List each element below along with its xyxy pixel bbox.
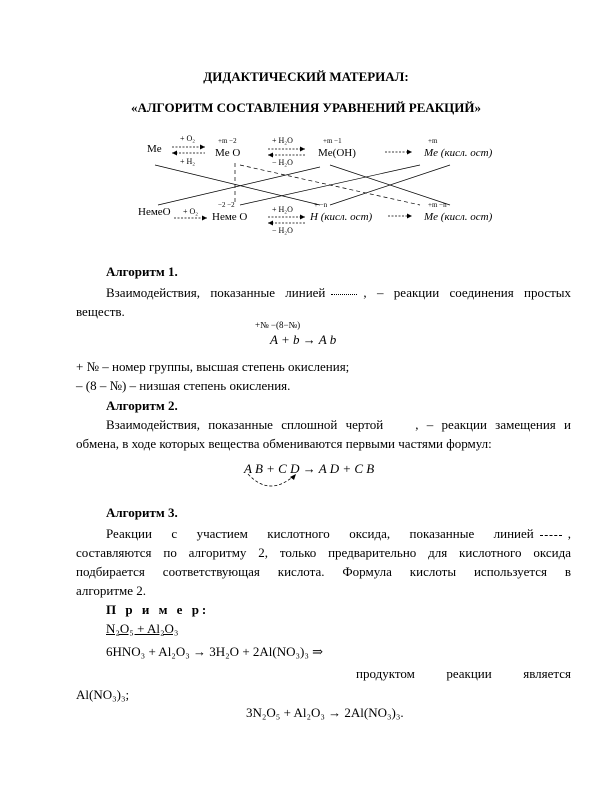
scheme-top-water-add: + H₂O	[272, 136, 293, 145]
scheme-bottom-acid: H (кисл. ост)	[310, 211, 373, 223]
algo2-text-cont: обмена, в ходе которых вещества обмениваются первыми частями формул:	[76, 436, 492, 451]
algo2-text-before: Взаимодействия, показанные сплошной чертой	[106, 417, 384, 432]
algo1-formula: A + b → A b	[270, 332, 337, 347]
scheme-me: Me	[147, 143, 162, 155]
algo1-line-b: – (8 – №) – низшая степень окисления.	[76, 378, 291, 393]
example-final-equation: 3N₂O₅ + Al₂O₃ → 2Al(NO₃)₃.	[246, 705, 404, 720]
algo1-text-before: Взаимодействия, показанные линией	[106, 285, 326, 300]
algo2-heading: Алгоритм 2.	[106, 398, 178, 413]
scheme-top-oxide-charges: +m −2	[218, 137, 237, 145]
scheme-top-salt-charges: +m	[428, 137, 438, 145]
algo2-text-after: , – реакции замещения и	[415, 417, 571, 432]
scheme-bottom-o2: + O₂	[183, 207, 199, 216]
scheme-top-salt: Me (кисл. ост)	[424, 147, 493, 159]
scheme-nonme: НемеО	[138, 206, 171, 218]
algo1-formula-charges: +№ −(8−№)	[255, 320, 301, 330]
page-subtitle: «АЛГОРИТМ СОСТАВЛЕНИЯ УРАВНЕНИЙ РЕАКЦИЙ»	[130, 100, 482, 115]
algo1-text-after: , – реакции соединения простых	[363, 285, 571, 300]
example-product-formula: Al(NO₃)₃;	[76, 687, 130, 702]
example-given: N₂O₅ + Al₂O₃	[106, 621, 179, 636]
algo3-paragraph	[76, 524, 571, 600]
example-equation: 6HNO₃ + Al₂O₃ → 3H₂O + 2Al(NO₃)₃ ⇒	[106, 644, 324, 659]
algo3-line2: составляются по алгоритму 2, только предварительно для кислотного оксида	[76, 545, 571, 560]
scheme-top-o2: + O₂	[180, 134, 196, 143]
algo1-text-cont: веществ.	[76, 304, 125, 319]
algo1-heading: Алгоритм 1.	[106, 264, 178, 279]
algo2-paragraph	[76, 415, 571, 453]
algo1-line-a: + № – номер группы, высшая степень окисления;	[76, 359, 350, 374]
example-product-line	[356, 664, 571, 683]
scheme-bottom-oxide-charges: −2 −2	[218, 201, 235, 209]
scheme-bottom-water-add: + H₂O	[272, 205, 293, 214]
algo3-line1-before: Реакции с участием кислотного оксида, показанные линией	[106, 526, 534, 541]
scheme-bottom-water-remove: − H₂O	[272, 226, 293, 235]
dashed-line-sample	[540, 535, 562, 536]
scheme-top-hydroxide-charges: +m −1	[323, 137, 342, 145]
scheme-bottom-salt-charges: +m −n	[428, 201, 447, 209]
scheme-top-water-remove: − H₂O	[272, 158, 293, 167]
dotted-line-sample	[331, 294, 357, 295]
scheme-bottom-acid-charges: + −n	[314, 201, 328, 209]
page-title: ДИДАКТИЧЕСКИЙ МАТЕРИАЛ:	[203, 69, 409, 84]
algo3-line3: подбирается соответствующая кислота. Формула кислоты используется в	[76, 564, 571, 579]
scheme-top-h2: + H₂	[180, 157, 196, 166]
algo2-formula: A B + C D → A D + C B	[244, 461, 375, 476]
example-label: П р и м е р:	[106, 602, 210, 617]
algo1-paragraph	[76, 283, 571, 321]
algo3-line1-after: ,	[567, 526, 571, 541]
example-product-text: продуктом реакции является	[356, 666, 571, 681]
scheme-top-oxide: Me O	[215, 147, 241, 159]
scheme-bottom-salt: Me (кисл. ост)	[424, 211, 493, 223]
algo3-heading: Алгоритм 3.	[106, 505, 178, 520]
scheme-bottom-oxide: Hеме O	[212, 211, 248, 223]
exchange-arc	[240, 470, 310, 498]
scheme-top-hydroxide: Me(OH)	[318, 147, 356, 159]
algo3-line4: алгоритме 2.	[76, 583, 147, 598]
